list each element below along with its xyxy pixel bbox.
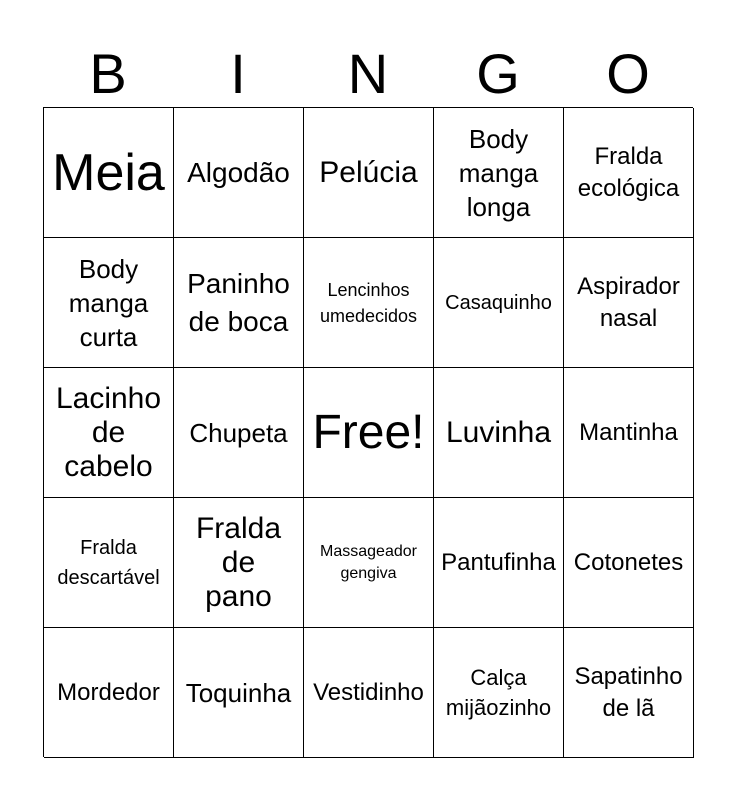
bingo-cell[interactable] — [304, 498, 434, 628]
cell-label: Aspirador nasal — [577, 272, 680, 332]
bingo-cell[interactable] — [174, 108, 304, 238]
bingo-cell[interactable] — [434, 628, 564, 758]
bingo-cell[interactable] — [564, 498, 694, 628]
bingo-header — [43, 42, 693, 106]
cell-label: Body manga curta — [68, 253, 149, 352]
cell-label: Lencinhos umedecidos — [319, 279, 418, 326]
bingo-cell[interactable] — [564, 108, 694, 238]
cell-label: Meia — [52, 143, 165, 202]
bingo-cell[interactable] — [434, 108, 564, 238]
bingo-cell[interactable] — [174, 238, 304, 368]
bingo-cell[interactable] — [44, 628, 174, 758]
bingo-cell[interactable] — [44, 368, 174, 498]
cell-label: Cotonetes — [573, 548, 684, 576]
free-cell[interactable] — [304, 368, 434, 498]
header-letter-g: G — [476, 42, 520, 105]
cell-label: Massageador gengiva — [320, 542, 417, 582]
bingo-cell[interactable] — [304, 238, 434, 368]
bingo-cell[interactable] — [44, 108, 174, 238]
cell-label: Mordedor — [57, 678, 160, 706]
cell-label: Pantufinha — [441, 548, 556, 576]
cell-label: Mantinha — [579, 418, 678, 446]
cell-label: Fralda ecológica — [577, 142, 680, 202]
bingo-cell[interactable] — [174, 498, 304, 628]
bingo-cell[interactable] — [564, 368, 694, 498]
bingo-card-grid — [43, 107, 693, 757]
cell-label: Lacinho de cabelo — [55, 381, 162, 483]
cell-label: Free! — [312, 405, 425, 459]
bingo-cell[interactable] — [304, 108, 434, 238]
cell-label: Toquinha — [185, 677, 292, 708]
header-letter-o: O — [606, 42, 650, 105]
cell-label: Sapatinho de lã — [574, 662, 683, 722]
cell-label: Body manga longa — [458, 123, 539, 222]
cell-label: Algodão — [187, 156, 290, 188]
cell-label: Paninho de boca — [187, 267, 290, 337]
bingo-cell[interactable] — [44, 238, 174, 368]
bingo-cell[interactable] — [434, 238, 564, 368]
bingo-cell[interactable] — [434, 368, 564, 498]
bingo-cell[interactable] — [564, 238, 694, 368]
cell-label: Calça mijãozinho — [445, 664, 552, 720]
cell-label: Pelúcia — [319, 155, 418, 189]
bingo-cell[interactable] — [174, 628, 304, 758]
cell-label: Chupeta — [189, 417, 288, 448]
cell-label: Luvinha — [445, 415, 552, 449]
cell-label: Fralda descartável — [57, 536, 160, 589]
bingo-cell[interactable] — [174, 368, 304, 498]
cell-label: Fralda de pano — [195, 511, 282, 613]
header-letter-b: B — [89, 42, 127, 105]
cell-label: Vestidinho — [313, 678, 424, 706]
bingo-cell[interactable] — [304, 628, 434, 758]
bingo-cell[interactable] — [564, 628, 694, 758]
cell-label: Casaquinho — [445, 291, 552, 314]
bingo-cell[interactable] — [44, 498, 174, 628]
header-letter-n: N — [347, 42, 389, 105]
bingo-cell[interactable] — [434, 498, 564, 628]
header-letter-i: I — [230, 42, 246, 105]
